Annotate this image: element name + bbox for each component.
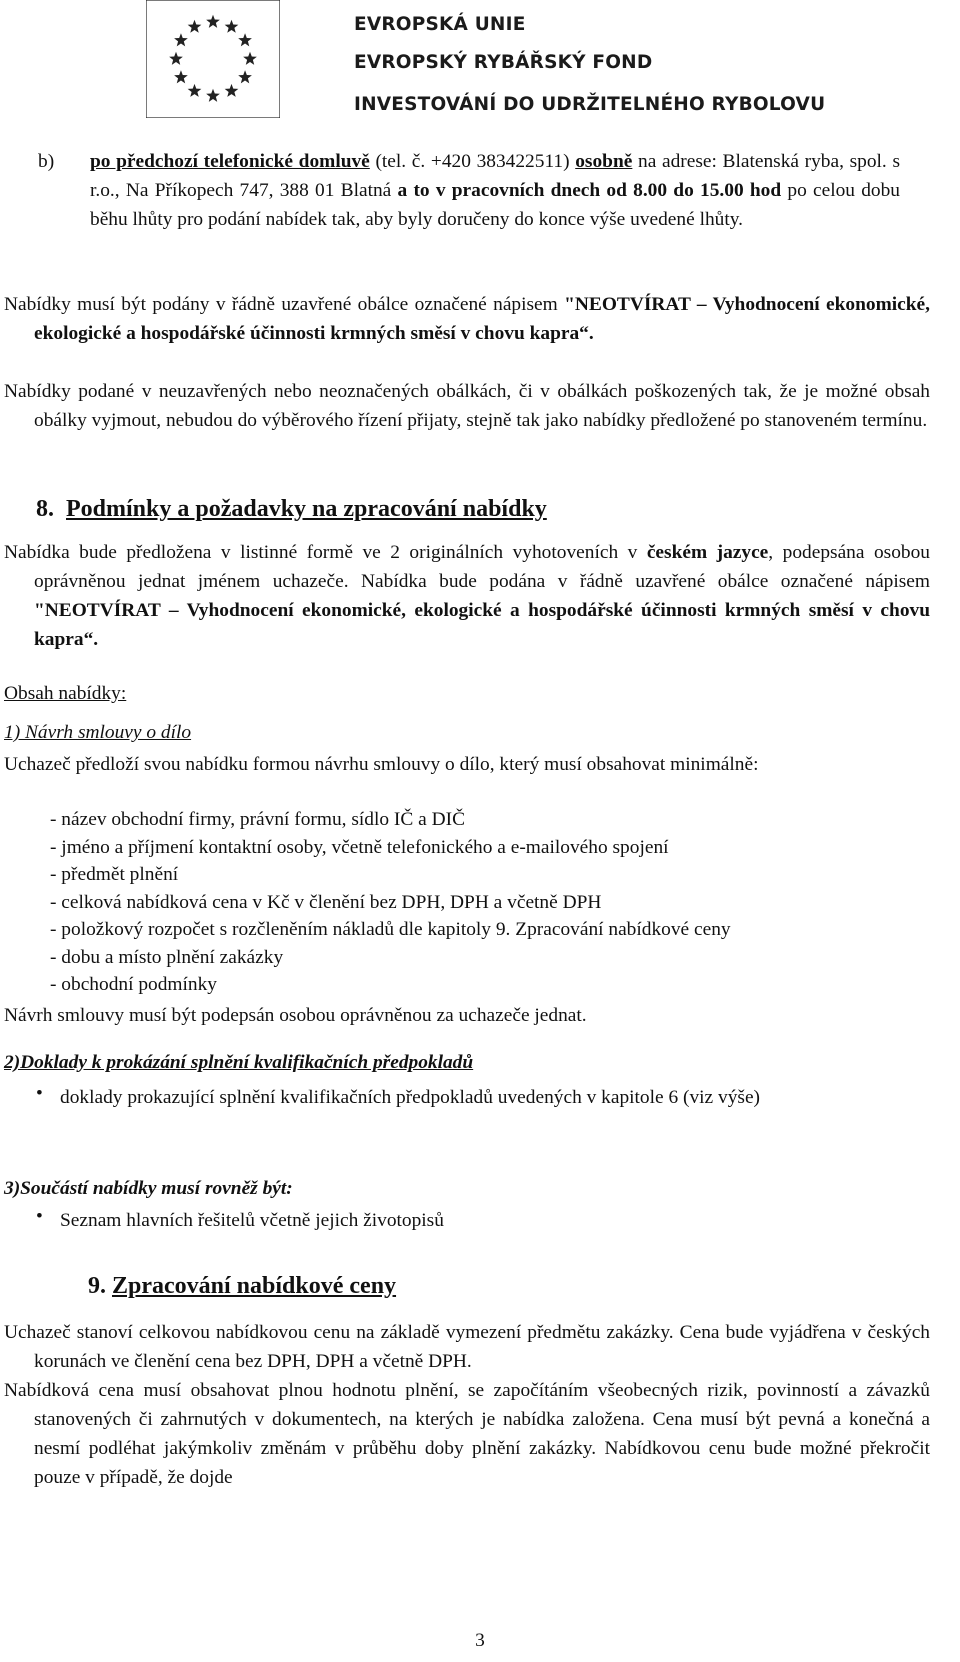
sub1-outro: Návrh smlouvy musí být podepsán osobou oprávněnou za uchazeče jednat. bbox=[4, 1005, 587, 1026]
list-item: - předmět plnění bbox=[50, 864, 179, 885]
envelope-label: "NEOTVÍRAT – Vyhodnocení ekonomické, ekologické a hospodářské účinnosti krmných směsí v chovu kapra“. bbox=[34, 294, 930, 344]
item-b-text bbox=[90, 147, 900, 234]
sub3-title: 3)Součástí nabídky musí rovněž být: bbox=[4, 1178, 293, 1199]
submission-text: Nabídka bude předložena v listinné formě ve 2 originálních vyhotoveních v bbox=[4, 542, 647, 563]
envelope-label: "NEOTVÍRAT – Vyhodnocení ekonomické, ekologické a hospodářské účinnosti krmných směsí v chovu kapra“. bbox=[34, 600, 930, 650]
list-item: - dobu a místo plnění zakázky bbox=[50, 946, 284, 968]
in-person: osobně bbox=[575, 151, 633, 172]
deadline-note: po celou dobu běhu lhůty pro podání nabídek tak, aby byly doručeny do konce výše uvedené lhůty. bbox=[90, 180, 900, 230]
list-item: - název obchodní firmy, právní formu, sídlo IČ a DIČ bbox=[50, 809, 466, 830]
submission-paragraph bbox=[4, 538, 930, 654]
header-line-eu: EVROPSKÁ UNIE bbox=[354, 14, 526, 35]
list-item: - jméno a příjmení kontaktní osoby, včetně telefonického a e-mailového spojení bbox=[50, 836, 669, 858]
section-number: 9. bbox=[88, 1273, 106, 1299]
address: na adrese: Blatenská ryba, spol. s r.o., Na Příkopech 747, 388 01 Blatná bbox=[90, 151, 900, 201]
section-title: Zpracování nabídkové ceny bbox=[112, 1273, 397, 1299]
list-item: - obchodní podmínky bbox=[50, 974, 217, 995]
header-line-fund: EVROPSKÝ RYBÁŘSKÝ FOND bbox=[354, 52, 653, 73]
list-item: - celková nabídková cena v Kč v členění bez DPH, DPH a včetně DPH bbox=[50, 891, 602, 913]
section-8-heading bbox=[36, 496, 547, 523]
working-hours: a to v pracovních dnech od 8.00 do 15.00 hod bbox=[397, 180, 782, 201]
section-9-heading bbox=[88, 1273, 396, 1300]
phone-arrangement: po předchozí telefonické domluvě bbox=[90, 151, 370, 172]
sub2-title: 2)Doklady k prokázání splnění kvalifikačních předpokladů bbox=[4, 1052, 474, 1073]
sub1-intro: Uchazeč předloží svou nabídku formou návrhu smlouvy o dílo, který musí obsahovat minimálně: bbox=[4, 754, 759, 775]
sub1-title: 1) Návrh smlouvy o dílo bbox=[4, 722, 192, 743]
sub3-item: Seznam hlavních řešitelů včetně jejich životopisů bbox=[60, 1210, 444, 1231]
contract-requirements-list bbox=[50, 806, 731, 999]
page-number: 3 bbox=[475, 1630, 485, 1651]
envelope-paragraph bbox=[4, 290, 930, 348]
price-content-paragraph: Nabídková cena musí obsahovat plnou hodnotu plnění, se započítáním všeobecných rizik, povinností a závazků stanovených či zahrnutých v dokumentech, na kterých je nabídka založena. Cena musí být pevná a konečná a nesmí podléhat jakýmkoliv změnám v průběhu doby plnění zakázky. Nabídkovou cenu bude možné překročit pouze v případě, že dojde bbox=[4, 1380, 930, 1488]
rejection-paragraph: Nabídky podané v neuzavřených nebo neoznačených obálkách, či v obálkách poškozených tak, že je možné obsah obálky vyjmout, nebudou do výběrového řízení přijaty, stejně tak jako nabídky předložené po stanoveném termínu. bbox=[4, 381, 930, 431]
price-paragraph: Uchazeč stanoví celkovou nabídkovou cenu na základě vymezení předmětu zakázky. Cena bude vyjádřena v českých korunách ve členění cena bez DPH, DPH a včetně DPH. bbox=[4, 1322, 930, 1372]
eu-flag-icon bbox=[146, 0, 280, 118]
list-marker-b: b) bbox=[38, 151, 55, 172]
sub2-item: doklady prokazující splnění kvalifikačních předpokladů uvedených v kapitole 6 (viz výše) bbox=[60, 1087, 761, 1108]
section-number: 8. bbox=[36, 496, 54, 522]
contents-label: Obsah nabídky: bbox=[4, 683, 127, 704]
language: českém jazyce bbox=[646, 542, 769, 563]
section-title: Podmínky a požadavky na zpracování nabídky bbox=[66, 496, 547, 522]
submission-text-2: , podepsána osobou oprávněnou jednat jménem uchazeče. Nabídka bude podána v řádně uzavřené obálce označené nápisem bbox=[34, 542, 930, 592]
header-line-program: INVESTOVÁNÍ DO UDRŽITELNÉHO RYBOLOVU bbox=[354, 94, 826, 115]
phone-number: (tel. č. +420 383422511) bbox=[369, 151, 576, 172]
eu-header bbox=[146, 0, 826, 118]
envelope-text: Nabídky musí být podány v řádně uzavřené obálce označené nápisem bbox=[4, 294, 565, 315]
list-item: - položkový rozpočet s rozčleněním nákladů dle kapitoly 9. Zpracování nabídkové ceny bbox=[50, 919, 731, 940]
bullet-icon: • bbox=[36, 1083, 43, 1104]
bullet-icon: • bbox=[36, 1206, 43, 1227]
